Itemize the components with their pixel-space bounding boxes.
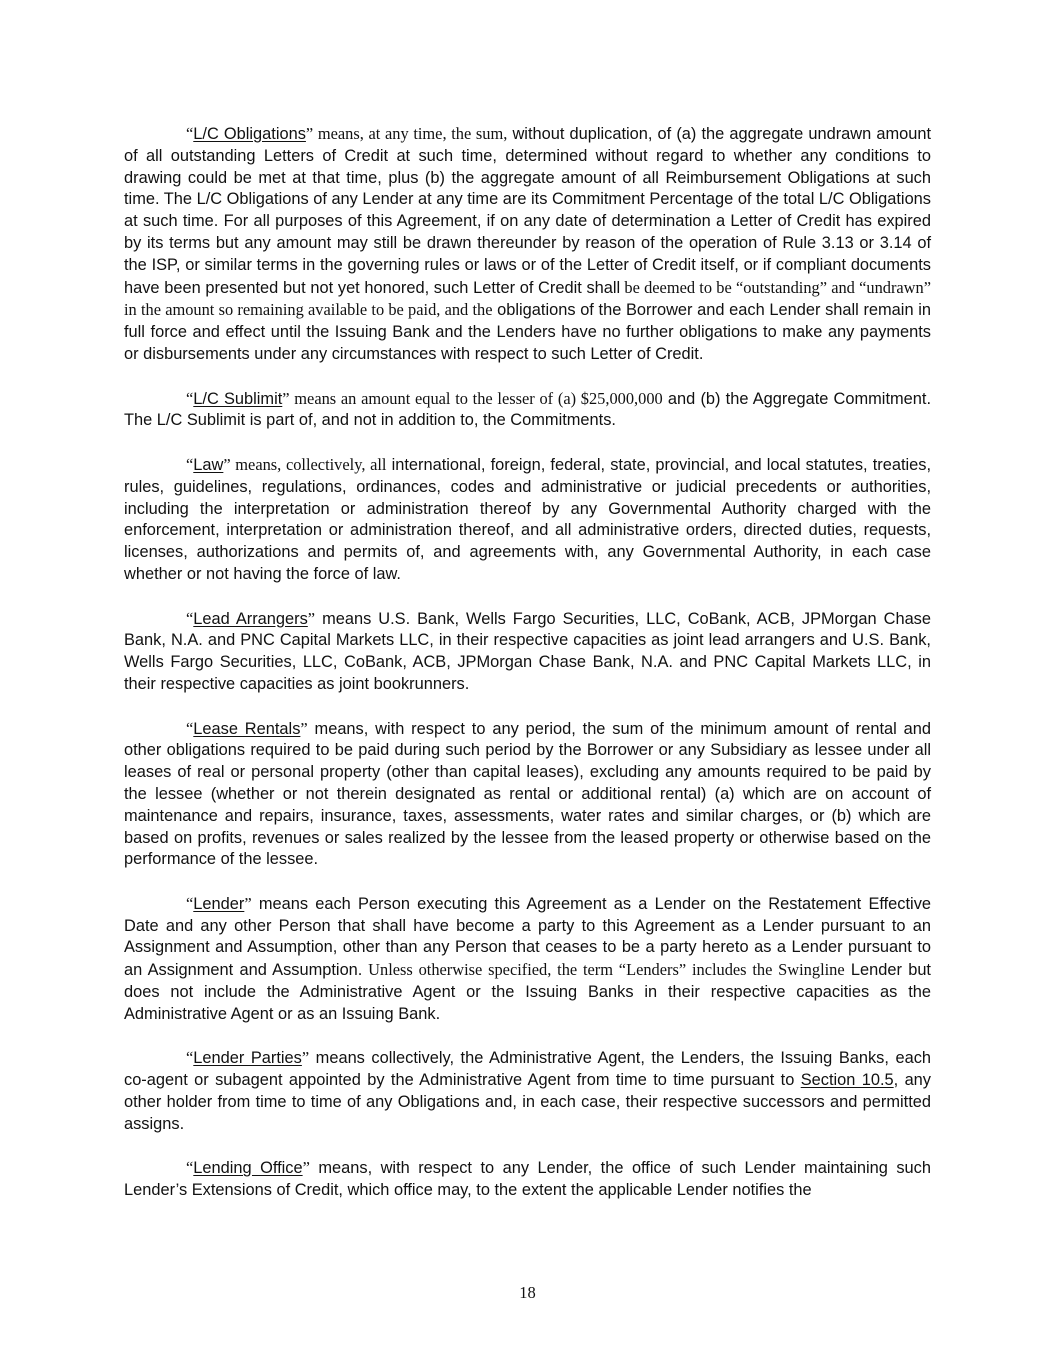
close-quote: ”: [305, 124, 314, 143]
definitions-body: [124, 123, 931, 1224]
definition-body: without duplication, of (a) the aggregate undrawn amount of all outstanding Letters of Credit at such time, determined without regard to whether any conditions to drawing could be met at that time, plus (b) the aggregate amount of all Reimbursement Obligations at such time. The L/C Obligations of any Lender at any time are its Commitment Percentage of the total L/C Obligations at such time. For all purposes of this Agreement, if on any date of determination a Letter of Credit has expired by its terms but any amount may still be drawn thereunder by reason of the operation of Rule 3.13 or 3.14 of the ISP, or similar terms in the governing rules or laws or of the Letter of Credit itself, or if compliant documents have been presented but not yet honored, such Letter of Credit shall: [124, 125, 932, 297]
open-quote: “: [186, 893, 194, 913]
close-quote: ”: [302, 1158, 310, 1178]
definition-body: means each Person executing this Agreement as a Lender on the Restatement Effective Date and any other Person that shall have become a party to this Agreement as a Lender pursuant to an Assignment and Assumption, other than any Person that ceases to be a party hereto as a Lender pursuant to an Assignment and Assumption.: [124, 894, 931, 980]
definition-law: [124, 454, 931, 586]
open-quote: “: [186, 454, 194, 474]
definition-lead: means an amount equal to the lesser of (a) $25,000,000: [289, 388, 663, 408]
close-quote: ”: [301, 1048, 310, 1068]
definition-mid: be deemed to be “outstanding” and “undrawn” in the amount so remaining available to be paid, and the: [124, 277, 931, 320]
defined-term: Lender Parties: [193, 1049, 302, 1068]
close-quote: ”: [307, 608, 316, 628]
definition-body: and (b) the Aggregate Commitment. The L/C Sublimit is part of, and not in addition to, the Commitments.: [124, 389, 931, 430]
definition-body: means, with respect to any Lender, the office of such Lender maintaining such Lender’s Extensions of Credit, which office may, to the extent the applicable Lender notifies the: [124, 1159, 931, 1200]
defined-term: Lease Rentals: [193, 719, 301, 738]
definition-body: international, foreign, federal, state, provincial, and local statutes, treaties, rules, guidelines, regulations, ordinances, codes and administrative or judicial precedents or authorities, including the interpretation or administration thereof by any Governmental Authority charged with the enforcement, interpretation or administration thereof, and all administrative orders, directed duties, requests, licenses, authorizations and permits of, and agreements with, any Governmental Authority, in each case whether or not having the force of law.: [124, 455, 932, 583]
defined-term: Lead Arrangers: [193, 609, 308, 628]
definition-body: means collectively, the Administrative Agent, the Lenders, the Issuing Banks, each co-agent or subagent appointed by the Administrative Agent from time to time pursuant to: [124, 1049, 932, 1090]
defined-term: Law: [193, 455, 224, 474]
definition-lender: [124, 893, 931, 1026]
definition-lease-rentals: [124, 718, 931, 872]
open-quote: “: [186, 608, 194, 628]
close-quote: ”: [244, 893, 252, 913]
definition-lead-arrangers: [124, 608, 931, 696]
definition-lead: means, collectively, all: [230, 454, 387, 474]
definition-body: means, with respect to any period, the sum of the minimum amount of rental and other obligations required to be paid during such period by the Borrower or any Subsidiary as lessee under all leases of real or personal property (other than capital leases), excluding any amounts required to be paid by the lessee (whether or not therein designated as rental or additional rental) (a) which are on account of maintenance and repairs, insurance, taxes, assessments, water rates and similar charges, or (b) which are based on profits, revenues or sales realized by the lessee from the leased property or otherwise based on the performance of the lessee.: [124, 719, 931, 869]
definition-lead: means, at any time, the sum,: [313, 124, 508, 143]
definition-mid: Unless otherwise specified, the term “Lenders” includes the Swingline: [362, 960, 845, 980]
close-quote: ”: [223, 454, 231, 474]
defined-term: L/C Obligations: [193, 125, 306, 143]
definition-lc-sublimit: [124, 388, 931, 433]
open-quote: “: [186, 388, 194, 408]
page-number: 18: [519, 1283, 536, 1302]
section-reference-link[interactable]: Section 10.5: [800, 1071, 894, 1090]
definition-tail: obligations of the Borrower and each Lender shall remain in full force and effect until the Issuing Bank and the Lenders have no further obligations to make any payments or disbursements under any circumstances with respect to such Letter of Credit.: [124, 301, 931, 363]
defined-term: Lending Office: [193, 1159, 303, 1178]
definition-tail: , any other holder from time to time of any Obligations and, in each case, their respective successors and permitted assigns.: [124, 1071, 931, 1133]
open-quote: “: [186, 124, 194, 143]
definition-lender-parties: [124, 1047, 931, 1135]
definition-tail: Lender but does not include the Administrative Agent or the Issuing Banks in their respective capacities as the Administrative Agent or as an Issuing Bank.: [124, 961, 931, 1023]
defined-term: L/C Sublimit: [193, 389, 283, 408]
open-quote: “: [186, 1158, 194, 1178]
close-quote: ”: [300, 718, 308, 738]
open-quote: “: [186, 718, 194, 738]
close-quote: ”: [282, 388, 290, 408]
open-quote: “: [186, 1048, 194, 1068]
definition-lending-office: [124, 1157, 931, 1202]
definition-lc-obligations: [124, 123, 931, 366]
defined-term: Lender: [193, 894, 245, 913]
definition-body: means U.S. Bank, Wells Fargo Securities, LLC, CoBank, ACB, JPMorgan Chase Bank, N.A. and PNC Capital Markets LLC, in their respective capacities as joint lead arrangers and U.S. Bank, Wells Fargo Securities, LLC, CoBank, ACB, JPMorgan Chase Bank, N.A. and PNC Capital Markets LLC, in their respective capacities as joint bookrunners.: [124, 609, 931, 693]
